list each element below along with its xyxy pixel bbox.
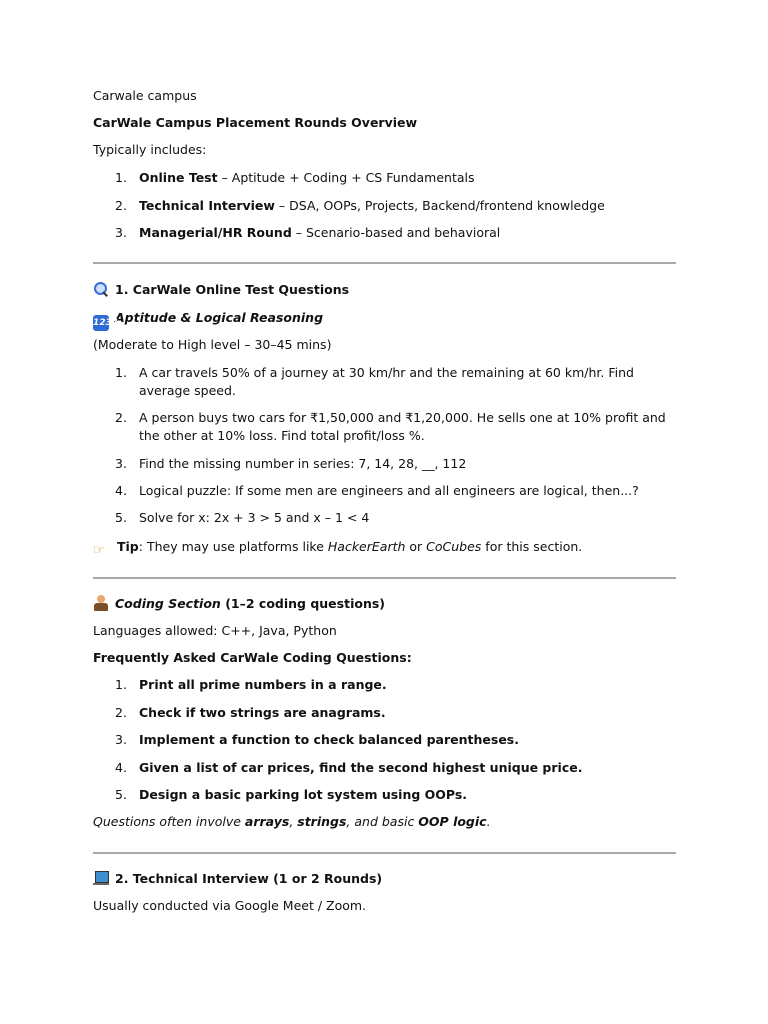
list-number: 2. <box>115 410 127 425</box>
question-text: A person buys two cars for ₹1,50,000 and ₹1,20,000. He sells one at 10% profit and the other at 10% loss. Find total profit/loss %. <box>139 410 666 443</box>
laptop-icon <box>93 870 109 886</box>
list-number: 1. <box>115 365 127 380</box>
pointing-hand-icon: ☞ <box>93 543 105 558</box>
platform-name: HackerEarth <box>327 539 406 554</box>
topic: strings <box>297 814 347 829</box>
list-number: 4. <box>115 483 127 498</box>
coding-heading: Coding Section (1–2 coding questions) <box>93 595 385 612</box>
round-desc: – Aptitude + Coding + CS Fundamentals <box>217 170 475 185</box>
tech-interview-line: Usually conducted via Google Meet / Zoom. <box>93 898 367 913</box>
numbers-keycap-icon: 1234 <box>93 315 109 331</box>
topic: arrays <box>244 814 290 829</box>
question-text: Logical puzzle: If some men are engineers and all engineers are logical, then...? <box>139 483 639 498</box>
list-number: 1. <box>115 677 127 692</box>
technologist-icon <box>93 595 109 611</box>
question-text: Implement a function to check balanced parentheses. <box>139 732 519 747</box>
coding-note: Questions often involve arrays, strings, and basic OOP logic. <box>93 814 491 829</box>
round-name: Online Test <box>139 170 218 185</box>
question-text: Solve for x: 2x + 3 > 5 and x – 1 < 4 <box>139 510 370 525</box>
round-desc: – DSA, OOPs, Projects, Backend/frontend knowledge <box>274 198 605 213</box>
question-text: Design a basic parking lot system using OOPs. <box>139 787 468 802</box>
list-number: 5. <box>115 510 127 525</box>
horizontal-divider <box>93 852 676 854</box>
question-text: A car travels 50% of a journey at 30 km/hr and the remaining at 60 km/hr. Find average speed. <box>139 365 634 398</box>
overview-heading: CarWale Campus Placement Rounds Overview <box>93 115 418 130</box>
list-number: 1. <box>115 170 127 185</box>
horizontal-divider <box>93 262 676 264</box>
aptitude-level: (Moderate to High level – 30–45 mins) <box>93 337 332 352</box>
online-test-heading: 1. CarWale Online Test Questions <box>93 281 349 298</box>
tech-interview-heading: 2. Technical Interview (1 or 2 Rounds) <box>93 870 382 887</box>
list-number: 3. <box>115 732 127 747</box>
question-text: Check if two strings are anagrams. <box>139 705 386 720</box>
faq-heading: Frequently Asked CarWale Coding Questions: <box>93 650 412 665</box>
list-number: 5. <box>115 787 127 802</box>
doc-title-line: Carwale campus <box>93 88 197 103</box>
overview-intro: Typically includes: <box>93 142 207 157</box>
tip-line: ☞ Tip: They may use platforms like HackerEarth or CoCubes for this section. <box>93 539 583 558</box>
aptitude-heading: 1234Aptitude & Logical Reasoning <box>93 310 323 331</box>
round-desc: – Scenario-based and behavioral <box>291 225 501 240</box>
question-text: Given a list of car prices, find the second highest unique price. <box>139 760 583 775</box>
horizontal-divider <box>93 577 676 579</box>
list-number: 2. <box>115 198 127 213</box>
question-text: Print all prime numbers in a range. <box>139 677 387 692</box>
languages-line: Languages allowed: C++, Java, Python <box>93 623 337 638</box>
list-number: 2. <box>115 705 127 720</box>
round-name: Managerial/HR Round <box>139 225 292 240</box>
list-number: 3. <box>115 225 127 240</box>
question-text: Find the missing number in series: 7, 14, 28, __, 112 <box>139 456 467 471</box>
list-number: 3. <box>115 456 127 471</box>
platform-name: CoCubes <box>426 539 482 554</box>
magnifying-glass-icon <box>93 281 109 297</box>
list-number: 4. <box>115 760 127 775</box>
topic: OOP logic <box>418 814 487 829</box>
round-name: Technical Interview <box>139 198 275 213</box>
